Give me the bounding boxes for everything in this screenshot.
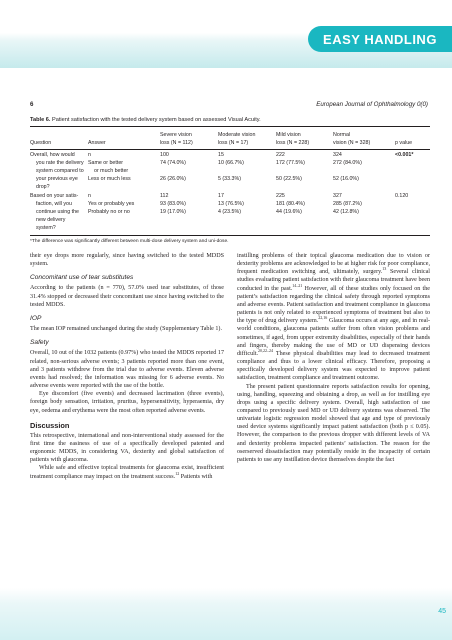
heading-tear-substitutes: Concomitant use of tear substitutes — [30, 274, 134, 282]
page-number: 45 — [438, 608, 446, 615]
q2-mild-yes: 181 (80.4%) — [276, 201, 305, 207]
header-p-value: p value — [395, 140, 413, 146]
q1-mild-less: 50 (22.5%) — [276, 176, 302, 182]
q2-line-4: new delivery — [36, 217, 66, 223]
q1-mild-better: 172 (77.5%) — [276, 160, 305, 166]
q1-normal-less: 52 (16.0%) — [333, 176, 359, 182]
header-mild-1: Mild vision — [276, 132, 301, 138]
citation-22-16: 22,16 — [318, 315, 328, 321]
right-column — [237, 252, 430, 464]
running-head — [30, 101, 428, 111]
paragraph-compliance — [237, 252, 430, 383]
q2-line-5: system? — [36, 225, 56, 231]
left-column — [30, 252, 224, 481]
q2-line-3: continue using the — [36, 209, 79, 215]
q2-moderate-yes: 13 (76.5%) — [218, 201, 244, 207]
q1-normal-n: 324 — [333, 152, 342, 158]
q2-moderate-n: 17 — [218, 193, 224, 199]
paragraph-discussion-1: This retrospective, international and non-interventional study assessed for the first time the easiness of use of a specifically developed patented and ergonomic MDDS, in considering VA, dexterity and global satisfaction of patients with glaucoma. — [30, 432, 224, 464]
q2-line-2: faction, will you — [36, 201, 72, 207]
q2-moderate-no: 4 (23.5%) — [218, 209, 241, 215]
q1-line-5: drop? — [36, 184, 50, 190]
q1-severe-better: 74 (74.0%) — [160, 160, 186, 166]
text-run-5: These physical disabilities may lead to decreased treatment compliance and thus to a lower clinical efficacy. Therefore, proposing a specifically developed delivery system was expected to improve patient satisfaction, treatment compliance and treatment outcome. — [237, 350, 430, 382]
q1-line-3: system compared to — [36, 168, 84, 174]
q1-answer-n: n — [88, 152, 91, 158]
table-bottom-rule — [30, 235, 430, 236]
paragraph-discussion-2-b: Patients with — [179, 473, 213, 480]
q2-line-1: Based on your satis- — [30, 193, 79, 199]
journal-title: European Journal of Ophthalmology 0(0) — [316, 101, 428, 108]
footer-band — [0, 588, 452, 640]
heading-safety: Safety — [30, 339, 49, 347]
heading-discussion: Discussion — [30, 420, 70, 430]
q1-normal-better: 272 (84.0%) — [333, 160, 362, 166]
q1-p-value: <0.001* — [395, 152, 414, 158]
q2-answer-n: n — [88, 193, 91, 199]
header-normal-2: vision (N = 328) — [333, 140, 371, 146]
q1-mild-n: 222 — [276, 152, 285, 158]
table-caption-label: Table 6. — [30, 117, 51, 123]
header-severe-1: Severe vision — [160, 132, 192, 138]
q1-moderate-better: 10 (66.7%) — [218, 160, 244, 166]
q2-severe-n: 112 — [160, 193, 169, 199]
citation-12: 12 — [175, 470, 180, 476]
q1-line-1: Overall, how would — [30, 152, 75, 158]
header-severe-2: loss (N = 112) — [160, 140, 193, 146]
paragraph-questionnaire: The present patient questionnaire reports satisfaction results for opening, using, handling, squeezing and obtaining a drop, as well as for instilling eye drops using a specific delivery system. Overall, high satisfaction of use compared to previously used MD or UD delivery systems was observed. The univariate logistic regression model showed that age and type of previously used device systems significantly impact patient satisfaction (both p ≤ 0.05). However, the comparison to the previous dropper with different levels of VA and dexterity problems impacted patients’ satisfaction. The reason for the oserserved dissatisfaction may potentially reside in the incapacity of certain patients to use any instillation device themselves despite the fact — [237, 383, 430, 463]
q1-line-2: you rate the delivery — [36, 160, 84, 166]
paragraph-discussion-2-a: While safe and effective topical treatments for glaucoma exist, insufficient treatment compliance may impact on the treatment success. — [30, 465, 224, 480]
q1-severe-less: 26 (26.0%) — [160, 176, 186, 182]
q1-moderate-less: 5 (33.3%) — [218, 176, 241, 182]
text-run-4: Glaucoma occurs at any age, and in real-world conditions, glaucoma patients suffer from often vision problems and sometimes, if aged, from upper extremity disabilities, especially of their hands and fingers, thereby making the use of MD or UD dispensing devices difficult. — [237, 318, 430, 357]
q1-answer-better: Same or better — [88, 160, 124, 166]
heading-iop: IOP — [30, 314, 42, 322]
q2-severe-yes: 93 (83.0%) — [160, 201, 186, 207]
q2-p-value: 0.120 — [395, 193, 409, 199]
q2-answer-yes: Yes or probably yes — [88, 201, 135, 207]
text-run-2: Several clinical studies evaluating patient satisfaction with their glaucoma treatment have been conducted in the past. — [237, 269, 430, 292]
citation-20-22-24: 20,22–24 — [258, 347, 274, 353]
header-normal-1: Normal — [333, 132, 351, 138]
q2-answer-no: Probably no or no — [88, 209, 130, 215]
q1-severe-n: 100 — [160, 152, 169, 158]
q1-answer-better-2: or much better — [94, 168, 129, 174]
paragraph-tear-substitutes: According to the patients (n = 770), 57.0% used tear substitutes, of those 31.4% stopped or decreased their concomitant use since having switched to the tested MDDS. — [30, 285, 224, 308]
section-badge: EASY HANDLING — [308, 26, 452, 52]
header-question: Question — [30, 140, 52, 146]
paragraph-iop: The mean IOP remained unchanged during the study (Supplementary Table 1). — [30, 326, 222, 333]
paragraph-adverse-events: Eye discomfort (five events) and decreased lacrimation (three events), foreign body sensation, irritation, pruritus, hypersensitivity, hyperaemia, dry eye, oedema and erythema were the most often reported adverse events. — [30, 391, 224, 414]
text-run-1: instilling problems of their topical glaucoma medication due to vision or dexterity problems are acknowledged to be at higher risk for poor compliance, frequent medication switching and, ultimately, surgery. — [237, 253, 430, 276]
table-caption-text: Patient satisfaction with the tested delivery system based on assessed Visual Acuity. — [50, 117, 261, 123]
paragraph-continuation: their eye drops more regularly, since having switched to the tested MDDS system. — [30, 253, 224, 268]
paragraph-discussion-2 — [30, 464, 224, 480]
header-moderate-1: Moderate vision — [218, 132, 256, 138]
header-mild-2: loss (N = 228) — [276, 140, 310, 146]
q2-normal-n: 327 — [333, 193, 342, 199]
text-run-3: However, all of these studies only focused on the patient’s satisfaction regarding the clinical safety through reported symptoms and adverse events. Patient satisfaction and treatment compliance in glaucoma patients is not only related to experienced symptoms of treatment but also to the type of drug delivery system. — [237, 285, 431, 325]
q1-answer-less: Less or much less — [88, 176, 131, 182]
table-top-rule — [30, 126, 430, 127]
header-answer: Answer — [88, 140, 106, 146]
table-caption — [30, 117, 261, 123]
q2-mild-n: 225 — [276, 193, 285, 199]
paragraph-safety: Overall, 10 out of the 1032 patients (0.97%) who tested the MDDS reported 17 related, non-serious adverse events; 3 patients reported more than one event, and 3 patients withdrew from the trial due to adverse events. Eleven adverse events had resolved; the information was missing for 6 adverse events. No adverse events were reported with the use of the bottle. — [30, 350, 224, 390]
q1-line-4: your previous eye — [36, 176, 78, 182]
q2-normal-no: 42 (12.8%) — [333, 209, 359, 215]
q1-moderate-n: 15 — [218, 152, 224, 158]
header-moderate-2: loss (N = 17) — [218, 140, 249, 146]
q2-mild-no: 44 (19.6%) — [276, 209, 302, 215]
page-label: 6 — [30, 101, 34, 108]
q2-normal-yes: 285 (87.2%) — [333, 201, 362, 207]
table-header-rule — [30, 149, 430, 150]
citation-14-21: 14–21 — [292, 282, 303, 288]
table-footnote: *The difference was significantly different between multi-dose delivery system and uni-dose. — [30, 239, 229, 244]
q2-severe-no: 19 (17.0%) — [160, 209, 186, 215]
citation-13: 13 — [382, 266, 387, 272]
